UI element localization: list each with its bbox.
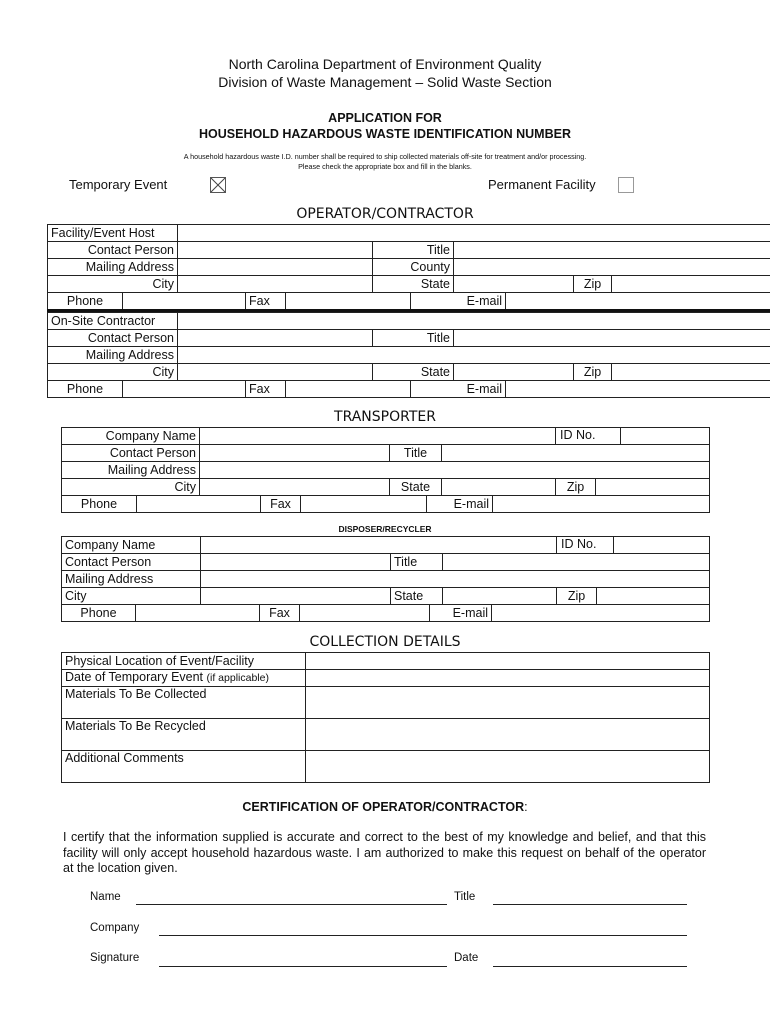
id-no-cell — [556, 428, 710, 445]
collection-table — [61, 652, 710, 783]
onsite-contractor-table — [47, 312, 770, 381]
fax-field[interactable] — [301, 496, 427, 513]
city-field[interactable] — [178, 276, 373, 293]
name-line[interactable] — [136, 904, 447, 905]
checkmark-x-icon — [211, 178, 225, 192]
title-field[interactable] — [443, 554, 710, 571]
certification-colon: : — [524, 800, 528, 814]
date-label: Date — [454, 952, 479, 964]
county-label: County — [373, 259, 454, 276]
phone-label: Phone — [62, 496, 137, 513]
certification-title-text: CERTIFICATION OF OPERATOR/CONTRACTOR — [242, 800, 525, 814]
table-row — [48, 347, 770, 364]
table-row — [48, 313, 770, 330]
table-row — [62, 571, 710, 588]
state-field[interactable] — [454, 276, 574, 293]
operator-contact-table — [47, 292, 770, 310]
contact-person-label: Contact Person — [62, 554, 201, 571]
city-field[interactable] — [201, 588, 391, 605]
signature-line[interactable] — [159, 966, 447, 967]
onsite-contact-table — [47, 380, 770, 398]
instruction-note-2: Please check the appropriate box and fill in the blanks. — [298, 162, 472, 171]
state-field[interactable] — [454, 364, 574, 381]
name-label: Name — [90, 891, 121, 903]
state-label: State — [373, 276, 454, 293]
email-field[interactable] — [506, 293, 770, 310]
state-label: State — [373, 364, 454, 381]
state-field[interactable] — [442, 479, 556, 496]
email-label: E-mail — [427, 496, 493, 513]
table-row — [62, 462, 710, 479]
contact-person-field[interactable] — [178, 242, 373, 259]
disposer-section-title: DISPOSER/RECYCLER — [338, 524, 432, 534]
title-field[interactable] — [454, 330, 770, 347]
contact-person-field[interactable] — [200, 445, 390, 462]
zip-label: Zip — [557, 588, 597, 605]
materials-collected-label: Materials To Be Collected — [62, 687, 306, 719]
additional-comments-field[interactable] — [306, 751, 710, 783]
phone-field[interactable] — [137, 496, 261, 513]
city-label: City — [48, 276, 178, 293]
title-field[interactable] — [454, 242, 770, 259]
agency-name: North Carolina Department of Environment Quality — [228, 56, 542, 72]
zip-label: Zip — [574, 276, 612, 293]
phone-field[interactable] — [123, 381, 246, 398]
title-label: Title — [390, 445, 442, 462]
disposer-contact-table — [61, 604, 710, 622]
disposer-table — [61, 536, 710, 605]
company-name-field[interactable] — [201, 537, 557, 554]
contact-person-label: Contact Person — [62, 445, 200, 462]
phone-field[interactable] — [136, 605, 260, 622]
state-label: State — [390, 479, 442, 496]
table-row — [62, 537, 710, 554]
title-line[interactable] — [493, 904, 687, 905]
table-row — [62, 719, 710, 751]
mailing-address-label: Mailing Address — [48, 347, 178, 364]
date-temporary-event-text: Date of Temporary Event — [65, 670, 204, 684]
table-row — [48, 259, 770, 276]
fax-label: Fax — [246, 293, 286, 310]
transporter-section-title: TRANSPORTER — [334, 409, 436, 425]
table-row — [62, 687, 710, 719]
mailing-address-field[interactable] — [178, 259, 373, 276]
title-label: Title — [373, 330, 454, 347]
permanent-facility-label: Permanent Facility — [488, 177, 596, 192]
physical-location-field[interactable] — [306, 653, 710, 670]
materials-collected-field[interactable] — [306, 687, 710, 719]
email-label: E-mail — [430, 605, 492, 622]
zip-field[interactable] — [596, 479, 710, 496]
application-title-2: HOUSEHOLD HAZARDOUS WASTE IDENTIFICATION NUMBER — [199, 127, 571, 141]
table-row — [48, 330, 770, 347]
zip-label: Zip — [556, 479, 596, 496]
email-field[interactable] — [492, 605, 710, 622]
fax-field[interactable] — [286, 381, 411, 398]
mailing-address-label: Mailing Address — [62, 571, 201, 588]
instruction-note-1: A household hazardous waste I.D. number shall be required to ship collected materials off-site for treatment and/or processing. — [183, 152, 587, 161]
zip-field[interactable] — [597, 588, 710, 605]
table-row — [48, 242, 770, 259]
email-label: E-mail — [411, 381, 506, 398]
onsite-contractor-field[interactable] — [178, 313, 770, 330]
table-row — [48, 225, 770, 242]
mailing-address-field[interactable] — [201, 571, 710, 588]
title-label: Title — [373, 242, 454, 259]
contact-person-label: Contact Person — [48, 330, 178, 347]
mailing-address-label: Mailing Address — [48, 259, 178, 276]
phone-label: Phone — [48, 293, 123, 310]
table-row — [62, 445, 710, 462]
company-label: Company — [90, 922, 140, 934]
city-field[interactable] — [200, 479, 390, 496]
mailing-address-field[interactable] — [178, 347, 770, 364]
zip-label: Zip — [574, 364, 612, 381]
email-field[interactable] — [506, 381, 770, 398]
additional-comments-label: Additional Comments — [62, 751, 306, 783]
operator-section-title: OPERATOR/CONTRACTOR — [296, 206, 474, 222]
title-field[interactable] — [442, 445, 710, 462]
table-row — [48, 293, 770, 310]
city-label: City — [48, 364, 178, 381]
title-label: Title — [454, 891, 476, 903]
table-row — [62, 554, 710, 571]
table-row — [62, 496, 710, 513]
transporter-contact-table — [61, 495, 710, 513]
table-row — [48, 381, 770, 398]
phone-label: Phone — [62, 605, 136, 622]
onsite-contractor-label: On-Site Contractor — [48, 313, 178, 330]
fax-label: Fax — [261, 496, 301, 513]
city-field[interactable] — [178, 364, 373, 381]
operator-table — [47, 224, 770, 293]
id-no-cell — [557, 537, 710, 554]
table-row — [62, 605, 710, 622]
table-row — [62, 670, 710, 687]
materials-recycled-field[interactable] — [306, 719, 710, 751]
fax-label: Fax — [260, 605, 300, 622]
table-row — [62, 428, 710, 445]
state-field[interactable] — [443, 588, 557, 605]
county-field[interactable] — [454, 259, 770, 276]
date-temporary-event-label — [62, 670, 306, 687]
company-name-label: Company Name — [62, 428, 200, 445]
physical-location-label: Physical Location of Event/Facility — [62, 653, 306, 670]
table-row — [48, 276, 770, 293]
table-row — [62, 653, 710, 670]
company-name-label: Company Name — [62, 537, 201, 554]
temporary-event-checkbox[interactable] — [210, 177, 226, 193]
email-field[interactable] — [493, 496, 710, 513]
zip-field[interactable] — [612, 276, 770, 293]
contact-person-label: Contact Person — [48, 242, 178, 259]
table-row — [48, 364, 770, 381]
certification-title — [0, 800, 770, 814]
zip-field[interactable] — [612, 364, 770, 381]
title-label: Title — [391, 554, 443, 571]
email-label: E-mail — [411, 293, 506, 310]
signature-label: Signature — [90, 952, 140, 964]
table-row — [62, 479, 710, 496]
fax-field[interactable] — [286, 293, 411, 310]
fax-label: Fax — [246, 381, 286, 398]
mailing-address-field[interactable] — [200, 462, 710, 479]
city-label: City — [62, 479, 200, 496]
city-label: City — [62, 588, 201, 605]
id-no-label: ID No. — [557, 537, 614, 553]
contact-person-field[interactable] — [201, 554, 391, 571]
division-name: Division of Waste Management – Solid Waste Section — [218, 74, 552, 90]
collection-section-title: COLLECTION DETAILS — [309, 634, 461, 650]
date-line[interactable] — [493, 966, 687, 967]
materials-recycled-label: Materials To Be Recycled — [62, 719, 306, 751]
facility-host-label: Facility/Event Host — [48, 225, 178, 242]
mailing-address-label: Mailing Address — [62, 462, 200, 479]
fax-field[interactable] — [300, 605, 430, 622]
date-temporary-event-field[interactable] — [306, 670, 710, 687]
temporary-event-label: Temporary Event — [69, 177, 168, 192]
table-row — [62, 588, 710, 605]
id-no-label: ID No. — [556, 428, 621, 444]
company-name-field[interactable] — [200, 428, 556, 445]
contact-person-field[interactable] — [178, 330, 373, 347]
if-applicable-note: (if applicable) — [206, 672, 269, 684]
phone-label: Phone — [48, 381, 123, 398]
permanent-facility-checkbox[interactable] — [618, 177, 634, 193]
transporter-table — [61, 427, 710, 496]
application-title-1: APPLICATION FOR — [328, 111, 442, 125]
state-label: State — [391, 588, 443, 605]
phone-field[interactable] — [123, 293, 246, 310]
certification-statement: I certify that the information supplied is accurate and correct to the best of my knowledge and belief, and that this facility will only accept household hazardous waste. I am authorized to make this request on behalf of the operator at the location given. — [63, 830, 706, 875]
table-row — [62, 751, 710, 783]
facility-host-field[interactable] — [178, 225, 770, 242]
company-line[interactable] — [159, 935, 687, 936]
